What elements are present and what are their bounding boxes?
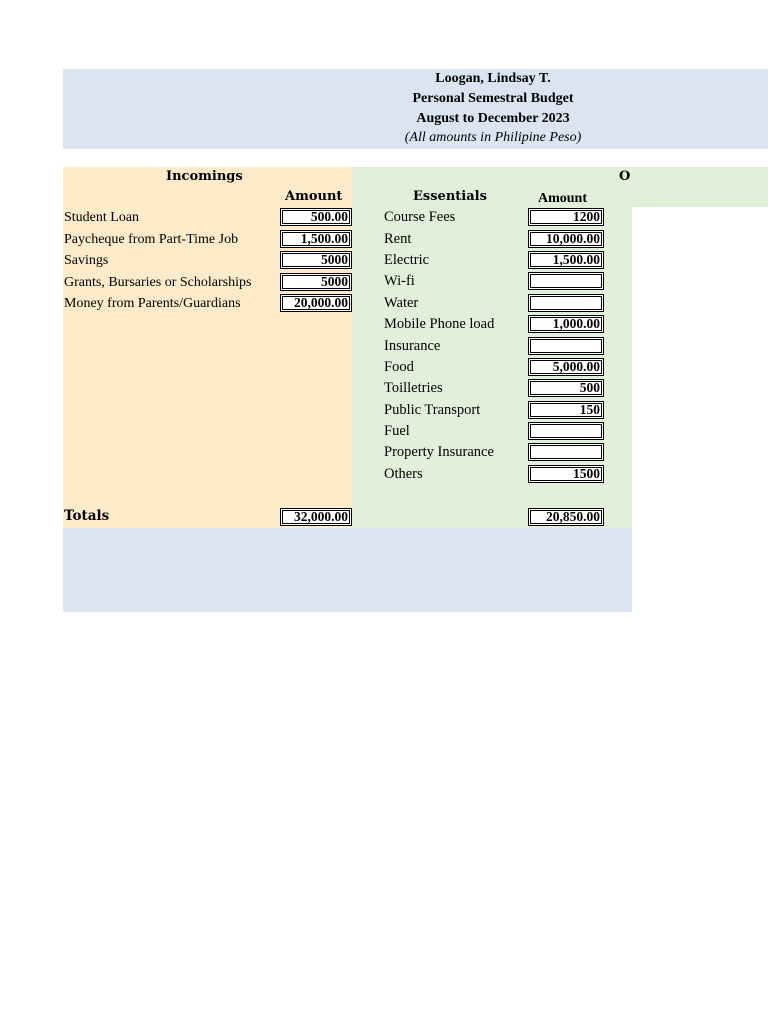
essential-label: Mobile Phone load (384, 316, 495, 332)
budget-period: August to December 2023 (416, 111, 570, 126)
incomings-amount-header: Amount (285, 189, 343, 204)
essential-label: Electric (384, 252, 430, 268)
income-label: Grants, Bursaries or Scholarships (64, 275, 252, 290)
essential-amount-cell[interactable] (528, 443, 604, 461)
income-amount-cell[interactable]: 5000 (280, 273, 352, 291)
essential-amount-cell[interactable]: 1500 (528, 465, 604, 483)
income-label: Student Loan (64, 210, 140, 225)
currency-note: (All amounts in Philipine Peso) (404, 130, 582, 145)
essentials-heading: Essentials (413, 189, 487, 204)
essential-label: Public Transport (384, 402, 481, 418)
others-heading: O (619, 169, 631, 184)
income-amount-cell[interactable]: 5000 (280, 251, 352, 269)
essentials-amount-header: Amount (538, 191, 588, 206)
essential-amount-cell[interactable]: 150 (528, 401, 604, 419)
essential-amount-cell[interactable]: 10,000.00 (528, 230, 604, 248)
essential-amount-cell[interactable]: 1,500.00 (528, 251, 604, 269)
income-amount-cell[interactable]: 1,500.00 (280, 230, 352, 248)
summary-band (63, 528, 632, 612)
budget-title: Personal Semestral Budget (412, 91, 574, 106)
essential-amount-cell[interactable] (528, 272, 604, 290)
income-amount-cell[interactable]: 20,000.00 (280, 294, 352, 312)
incomings-total-cell[interactable]: 32,000.00 (280, 508, 352, 526)
essential-label: Fuel (384, 423, 410, 439)
owner-name: Loogan, Lindsay T. (435, 71, 551, 86)
income-label: Savings (64, 253, 109, 268)
essential-label: Insurance (384, 338, 441, 354)
essential-label: Course Fees (384, 209, 456, 225)
budget-header (63, 69, 768, 149)
essential-label: Water (384, 295, 419, 311)
income-label: Paycheque from Part-Time Job (64, 232, 239, 247)
others-panel (619, 167, 768, 207)
essential-label: Property Insurance (384, 444, 494, 460)
totals-label: Totals (64, 508, 110, 524)
essential-label: Food (384, 359, 414, 375)
essential-amount-cell[interactable] (528, 422, 604, 440)
income-label: Money from Parents/Guardians (64, 296, 241, 311)
essential-label: Rent (384, 231, 412, 247)
essential-label: Others (384, 466, 423, 482)
essential-amount-cell[interactable]: 1,000.00 (528, 315, 604, 333)
essential-amount-cell[interactable] (528, 294, 604, 312)
essential-amount-cell[interactable]: 500 (528, 379, 604, 397)
essential-amount-cell[interactable] (528, 337, 604, 355)
income-amount-cell[interactable]: 500.00 (280, 208, 352, 226)
essential-label: Toilletries (384, 380, 443, 396)
essential-label: Wi-fi (384, 273, 415, 289)
essentials-total-cell[interactable]: 20,850.00 (528, 508, 604, 526)
essential-amount-cell[interactable]: 1200 (528, 208, 604, 226)
essential-amount-cell[interactable]: 5,000.00 (528, 358, 604, 376)
incomings-heading: Incomings (166, 169, 243, 184)
